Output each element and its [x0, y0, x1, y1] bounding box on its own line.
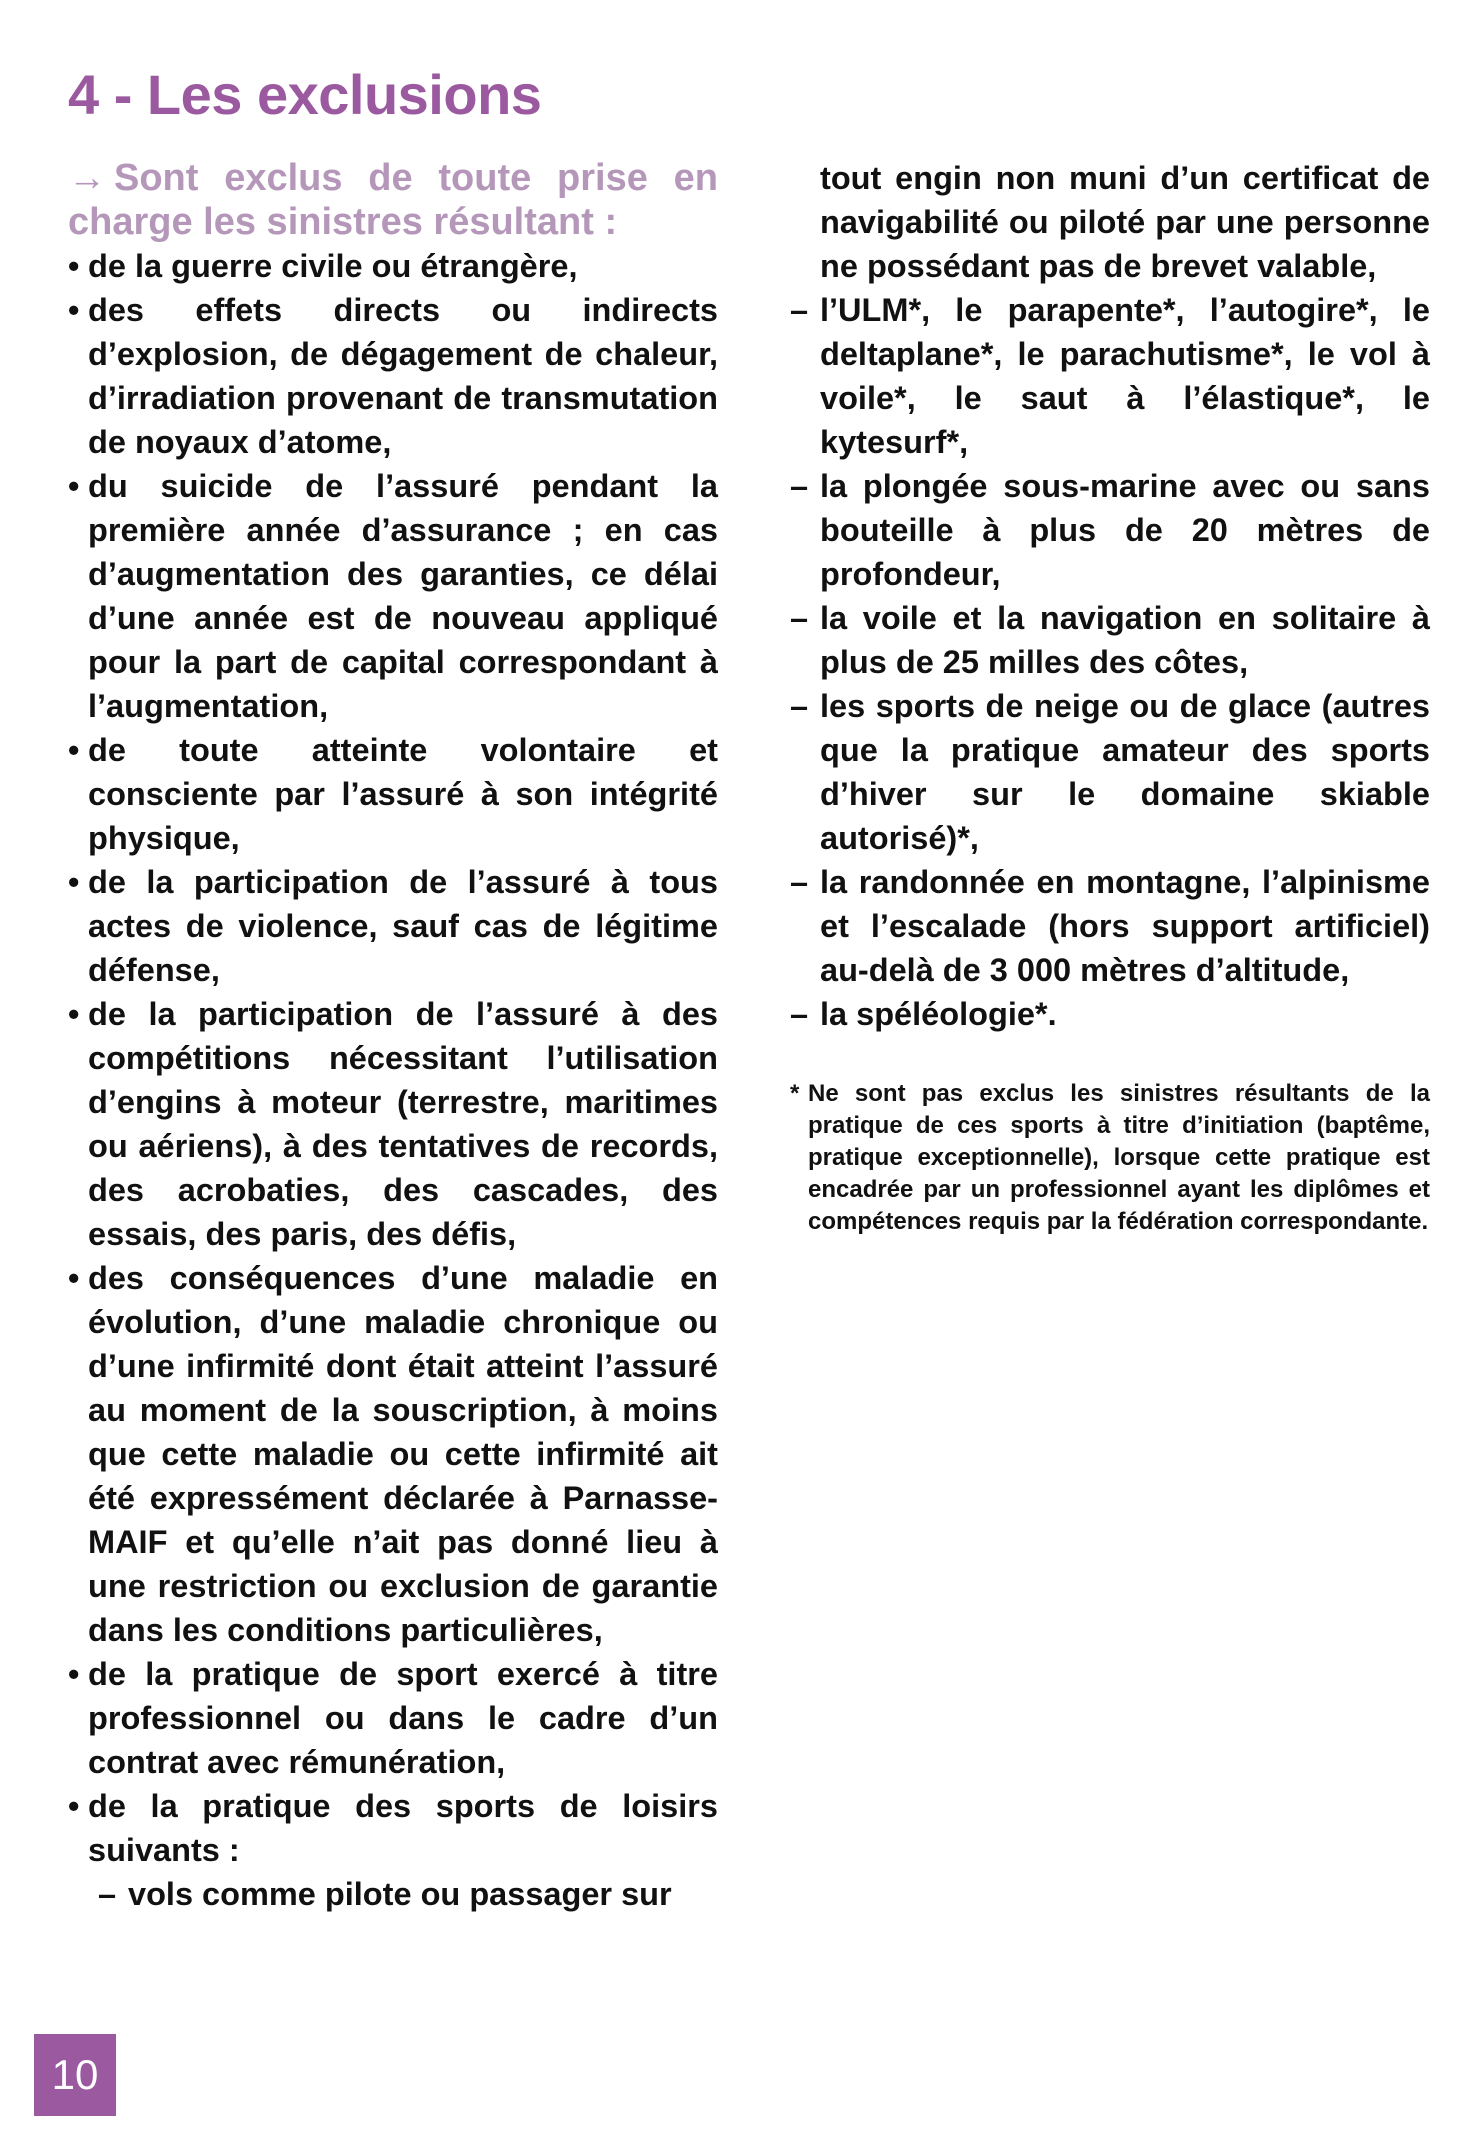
exclusions-lead [68, 156, 718, 244]
footnote [790, 1078, 1430, 1238]
sport-item: – vols comme pilote ou passager sur [98, 1872, 718, 1916]
exclusions-list [68, 244, 718, 1916]
sport-item-continuation: tout engin non muni d’un certificat de navigabilité ou piloté par une personne ne possédant pas de brevet valable, [820, 160, 1430, 284]
exclusion-item-text: de la pratique des sports de loisirs suivants : [88, 1788, 718, 1868]
sports-sublist [88, 1872, 718, 1916]
sport-item: – l’ULM*, le parapente*, l’autogire*, le deltaplane*, le parachutisme*, le vol à voile*, le saut à l’élastique*, le kytesurf*, [790, 288, 1430, 464]
exclusion-item: • des conséquences d’une maladie en évolution, d’une maladie chronique ou d’une infirmité dont était atteint l’assuré au moment de la souscription, à moins que cette maladie ou cette infirmité ait été expressément déclarée à Parnasse-MAIF et qu’elle n’ait pas donné lieu à une restriction ou exclusion de garantie dans les conditions particulières, [68, 1256, 718, 1652]
exclusion-item: • de la pratique de sport exercé à titre professionnel ou dans le cadre d’un contrat avec rémunération, [68, 1652, 718, 1784]
sports-list [790, 288, 1430, 1036]
sport-item: – la voile et la navigation en solitaire à plus de 25 milles des côtes, [790, 596, 1430, 684]
left-column [68, 156, 718, 1916]
exclusion-item: • du suicide de l’assuré pendant la première année d’assurance ; en cas d’augmentation des garanties, ce délai d’une année est de nouveau appliqué pour la part de capital correspondant à l’augmentation, [68, 464, 718, 728]
right-column [790, 156, 1430, 1238]
footnote-text: Ne sont pas exclus les sinistres résultants de la pratique de ces sports à titre d’initiation (baptême, pratique exceptionnelle), lorsque cette pratique est encadrée par un professionnel ayant les diplômes et compétences requis par la fédération correspondante. [808, 1080, 1430, 1235]
sport-item: – la plongée sous-marine avec ou sans bouteille à plus de 20 mètres de profondeur, [790, 464, 1430, 596]
sport-item: – les sports de neige ou de glace (autres que la pratique amateur des sports d’hiver sur le domaine skiable autorisé)*, [790, 684, 1430, 860]
arrow-icon: → [68, 157, 106, 199]
exclusion-item: • de la guerre civile ou étrangère, [68, 244, 718, 288]
exclusion-item: • de la participation de l’assuré à des compétitions nécessitant l’utilisation d’engins à moteur (terrestre, maritimes ou aériens), à des tentatives de records, des acrobaties, des cascades, des essais, des paris, des défis, [68, 992, 718, 1256]
lead-text: Sont exclus de toute prise en charge les sinistres résultant : [68, 157, 718, 243]
sport-item: – la spéléologie*. [790, 992, 1430, 1036]
exclusion-item: • des effets directs ou indirects d’explosion, de dégagement de chaleur, d’irradiation provenant de transmutation de noyaux d’atome, [68, 288, 718, 464]
exclusion-item: • de toute atteinte volontaire et consciente par l’assuré à son intégrité physique, [68, 728, 718, 860]
exclusion-item: • de la participation de l’assuré à tous actes de violence, sauf cas de légitime défense, [68, 860, 718, 992]
sport-item: – la randonnée en montagne, l’alpinisme et l’escalade (hors support artificiel) au-delà de 3 000 mètres d’altitude, [790, 860, 1430, 992]
exclusion-item-sports [68, 1784, 718, 1916]
footnote-marker: * [790, 1080, 800, 1107]
page-number: 10 [34, 2034, 116, 2116]
section-title: 4 - Les exclusions [68, 63, 542, 126]
